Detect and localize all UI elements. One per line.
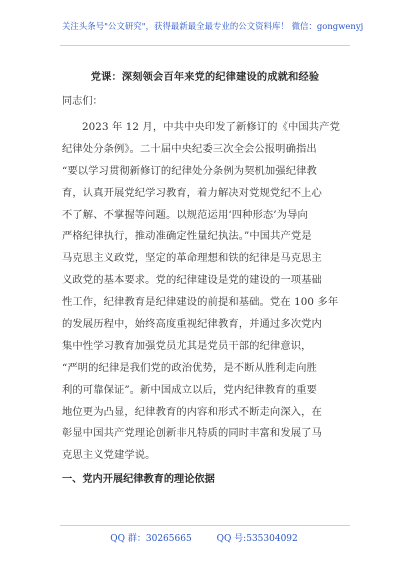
body-line: 严格纪律执行，推动准确定性量纪执法。”中国共产党是 <box>62 230 312 243</box>
footer-qq-number[interactable]: QQ 号:535304092 <box>216 534 298 544</box>
section-heading: 一、党内开展纪律教育的理论依据 <box>62 473 215 485</box>
body-line: 纪律处分条例》。二十届中央纪委三次全会公报明确指出 <box>62 142 317 155</box>
body-line: 利的可靠保证”。新中国成立以后，党内纪律教育的重要 <box>62 383 317 396</box>
body-line: 克思主义党建学说。 <box>62 449 156 462</box>
salutation: 同志们： <box>62 96 103 107</box>
header-banner[interactable]: 关注头条号"公文研究"，获得最新最全最专业的公文资料库！ 微信：gongwenyj <box>62 21 364 31</box>
footer <box>0 531 408 544</box>
body-line: 不了解、不掌握等问题。以规范运用‘四种形态’为导向 <box>62 208 308 221</box>
body-line: 义政党的基本要求。党的纪律建设是党的建设的一项基础 <box>62 274 322 287</box>
footer-qq-group[interactable]: QQ 群：30265665 <box>110 534 192 544</box>
body-line: 2023 年 12 月，中共中央印发了新修订的《中国共产党 <box>82 121 340 133</box>
footer-divider <box>60 525 350 526</box>
header-divider <box>60 45 350 46</box>
body-paragraph <box>62 117 346 467</box>
body-line: 的发展历程中，始终高度重视纪律教育，并通过多次党内 <box>62 318 322 331</box>
body-line: 地位更为凸显，纪律教育的内容和形式不断走向深入，在 <box>62 405 322 418</box>
body-line: 集中性学习教育加强党员尤其是党员干部的纪律意识， <box>62 339 312 352</box>
body-line: 马克思主义政党，坚定的革命理想和铁的纪律是马克思主 <box>62 252 322 265</box>
body-line: 彰显中国共产党理论创新非凡特质的同时丰富和发展了马 <box>62 427 322 440</box>
body-line: “严明的纪律是我们党的政治优势，是不断从胜利走向胜 <box>62 361 317 374</box>
document-title: 党课：深刻领会百年来党的纪律建设的成就和经验 <box>90 71 320 83</box>
body-line: 性工作，纪律教育是纪律建设的前提和基础。党在 100 多年 <box>62 296 339 309</box>
body-line: 育，认真开展党纪学习教育，着力解决对党规党纪不上心 <box>62 186 322 199</box>
body-line: “要以学习贯彻新修订的纪律处分条例为契机加强纪律教 <box>62 164 317 177</box>
